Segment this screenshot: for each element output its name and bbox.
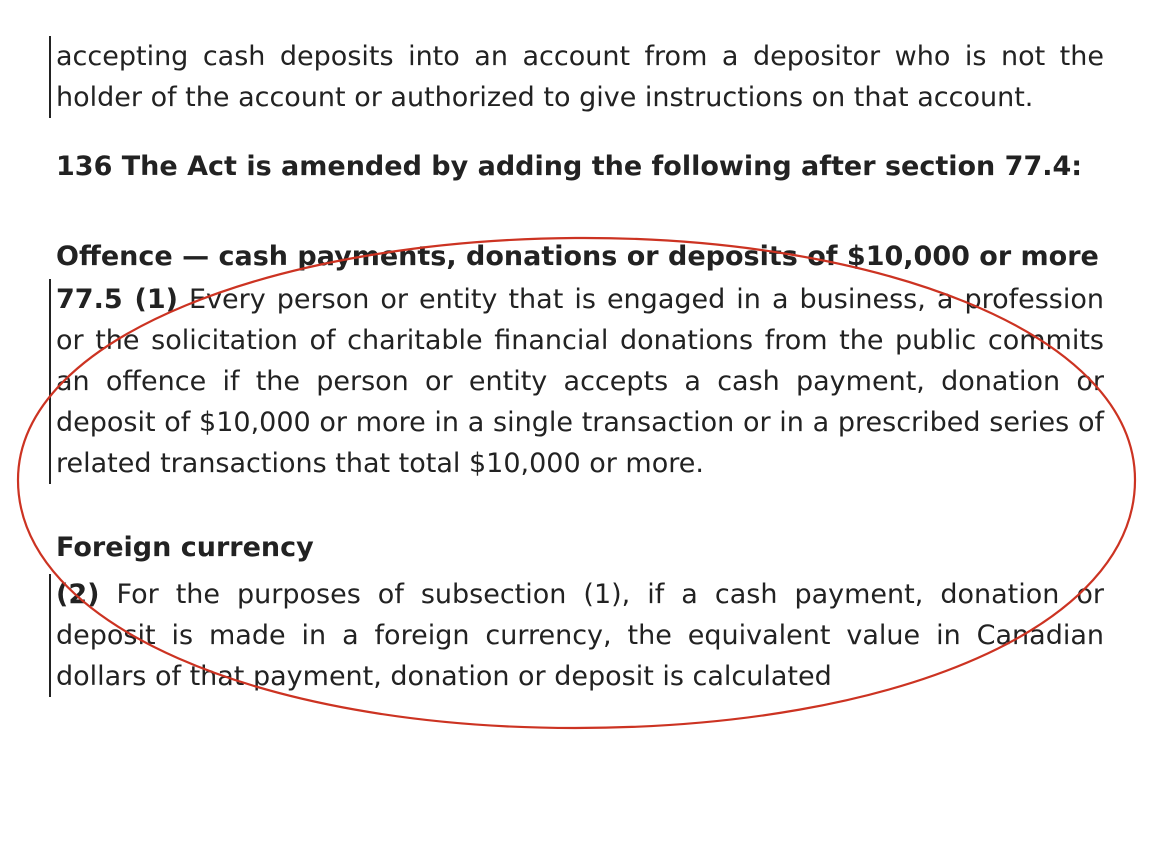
subsection-1-text: Every person or entity that is engaged in a business, a profession or the solicitation of charitable financial donations from the public commits an offence if the person or entity accepts a cash payment, donation or deposit of $10,000 or more in a single transaction or in a prescribed series of related transactions that total $10,000 or more. (56, 284, 1104, 479)
subsection-2 (56, 574, 1104, 697)
heading-offence: Offence — cash payments, donations or deposits of $10,000 or more (56, 241, 1099, 272)
amendment-instruction: 136 The Act is amended by adding the following after section 77.4: (56, 151, 1083, 182)
subsection-1 (56, 279, 1104, 484)
subsection-1-number: 77.5 (1) (56, 284, 178, 315)
paragraph-top: accepting cash deposits into an account from a depositor who is not the holder of the account or authorized to give instructions on that account. (56, 36, 1104, 118)
subsection-2-text: For the purposes of subsection (1), if a cash payment, donation or deposit is made in a foreign currency, the equivalent value in Canadian dollars of that payment, donation or deposit is calculated (56, 579, 1104, 692)
subsection-2-number: (2) (56, 579, 100, 610)
document-body (56, 36, 1104, 697)
heading-foreign-currency: Foreign currency (56, 532, 314, 563)
